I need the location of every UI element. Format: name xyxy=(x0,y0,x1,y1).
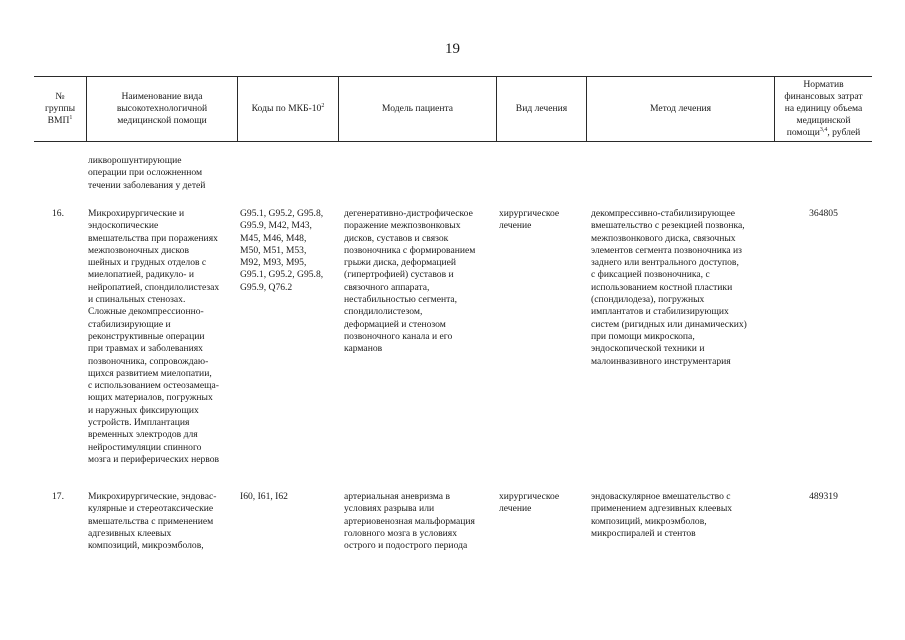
row-cost: 364805 xyxy=(809,208,838,219)
header-care-type: Наименование вида высокотехнологичной медицинской помощи xyxy=(116,90,208,126)
header-patient-model: Модель пациента xyxy=(381,102,454,114)
row-icd-codes: I60, I61, I62 xyxy=(240,491,288,502)
row-treatment-type: хирургическое лечение xyxy=(499,208,560,232)
row-treatment-method: декомпрессивно-стабилизирующее вмешательство с резекцией позвонка, межпозвонкового диска, связочных элементов сегмента позвоночника из заднего или вентрального доступов, с фиксацией позвоночника, с использованием костной пластики (спондилодеза), погружных имплантатов и стабилизирующих систем (ригидных или динамических) при помощи микроскопа, эндоскопической техники и малоинвазивного инструментария xyxy=(591,208,747,367)
row-care-name: Микрохирургические и эндоскопические вмешательства при поражениях межпозвоночных дисков шейных и грудных отделов с миелопатией, радикуло- и нейропатией, спондилолистезах и спинальных стенозах. Сложные декомпрессионно- стабилизирующие и реконструктивные операции при травмах и заболеваниях позвоночника, сопровождаю- щихся развитием миелопатии, с использованием остеозамеща- ющих материалов, погружных и наружных фиксирующих устройств. Имплантация временных электродов для нейростимуляции спинного мозга и периферических нервов xyxy=(88,208,220,465)
header-treatment-method: Метод лечения xyxy=(649,102,712,114)
row-group-number: 17. xyxy=(52,491,64,502)
page-number: 19 xyxy=(445,41,460,57)
row-group-number: 16. xyxy=(52,208,64,219)
header-icd-codes: Коды по МКБ-$10^2$ xyxy=(251,102,325,114)
row-care-name: Микрохирургические, эндовас- кулярные и стереотаксические вмешательства с применением адгезивных клеевых композиций, микроэмболов, xyxy=(88,491,217,552)
header-group-number: № группы ВМП$^1$ xyxy=(44,90,76,126)
row-icd-codes: G95.1, G95.2, G95.8, G95.9, M42, M43, M45, M46, M48, M50, M51, M53, M92, M93, M95, G95.1, G95.2, G95.8, G95.9, Q76.2 xyxy=(240,208,324,293)
row-treatment-method: эндоваскулярное вмешательство с применением адгезивных клеевых композиций, микроэмболов, микроспиралей и стентов xyxy=(591,491,733,539)
continuation-care-name: ликворошунтирующие операции при осложненном течении заболевания у детей xyxy=(88,155,206,191)
row-treatment-type: хирургическое лечение xyxy=(499,491,560,515)
row-cost: 489319 xyxy=(809,491,838,502)
row-patient-model: артериальная аневризма в условиях разрыва или артериовенозная мальформация головного мозга в условиях острого и подострого периода xyxy=(344,491,475,552)
row-patient-model: дегенеративно-дистрофическое поражение межпозвонковых дисков, суставов и связок позвоночника с формированием грыжи диска, деформацией (гипертрофией) суставов и связочного аппарата, нестабильностью сегмента, спондилолистезом, деформацией и стенозом позвоночного канала и его карманов xyxy=(344,208,476,355)
header-bottom-rule xyxy=(34,141,872,142)
header-treatment-type: Вид лечения xyxy=(515,102,568,114)
header-cost-norm: Норматив финансовых затрат на единицу объема медицинской помощи$^{3,4}$, рублей xyxy=(784,78,863,138)
